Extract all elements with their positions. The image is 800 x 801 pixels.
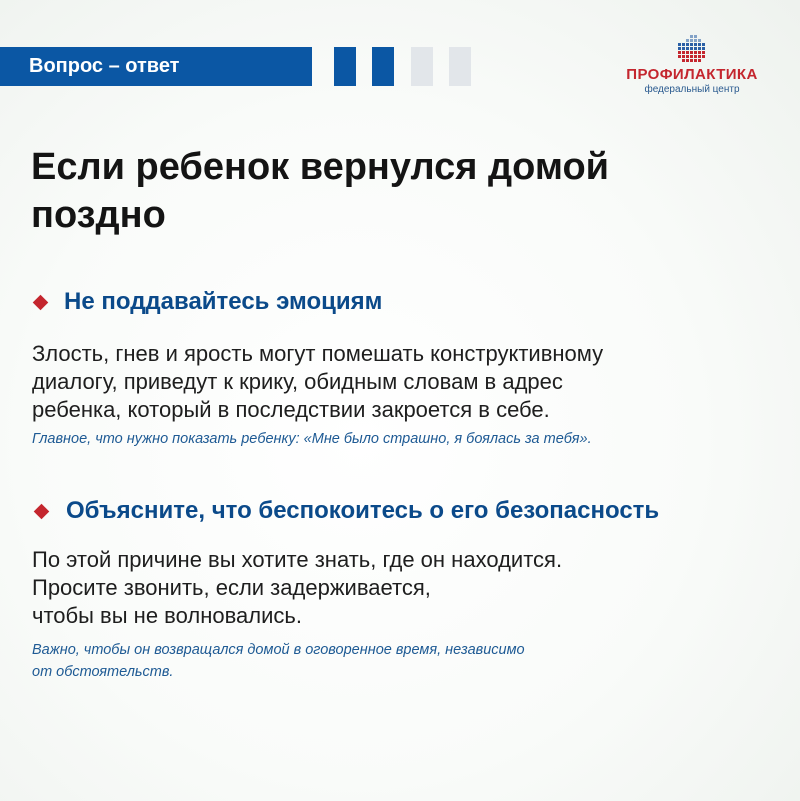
header-stripe bbox=[372, 47, 394, 86]
logo-grid-icon bbox=[675, 35, 708, 63]
body-line: Злость, гнев и ярость могут помешать конструктивному bbox=[32, 341, 604, 366]
note-line: от обстоятельств. bbox=[32, 664, 174, 680]
diamond-bullet-icon bbox=[33, 295, 49, 311]
body-line: чтобы вы не волновались. bbox=[32, 603, 302, 628]
body-line: Просите звонить, если задерживается, bbox=[32, 575, 431, 600]
section-body bbox=[32, 546, 772, 630]
section-note: Главное, что нужно показать ребенку: «Мне было страшно, я боялась за тебя». bbox=[32, 431, 592, 447]
logo-name: ПРОФИЛАКТИКА bbox=[626, 66, 758, 83]
header-stripe bbox=[411, 47, 433, 86]
page-title bbox=[31, 143, 771, 239]
diamond-bullet-icon bbox=[34, 504, 50, 520]
header-stripe bbox=[334, 47, 356, 86]
body-line: ребенка, который в последствии закроется в себе. bbox=[32, 397, 550, 422]
section-title: Не поддавайтесь эмоциям bbox=[64, 288, 383, 315]
header-stripe bbox=[449, 47, 471, 86]
page-title-line: поздно bbox=[31, 194, 166, 236]
header-label: Вопрос – ответ bbox=[0, 47, 312, 86]
body-line: По этой причине вы хотите знать, где он находится. bbox=[32, 547, 563, 572]
section-title: Объясните, что беспокоитесь о его безопасность bbox=[66, 497, 660, 524]
logo-subtitle: федеральный центр bbox=[644, 84, 740, 95]
body-line: диалогу, приведут к крику, обидным словам в адрес bbox=[32, 369, 563, 394]
page-title-line: Если ребенок вернулся домой bbox=[31, 146, 610, 188]
section-note bbox=[32, 639, 752, 683]
section-body bbox=[32, 340, 772, 424]
note-line: Важно, чтобы он возвращался домой в оговоренное время, независимо bbox=[32, 642, 525, 658]
